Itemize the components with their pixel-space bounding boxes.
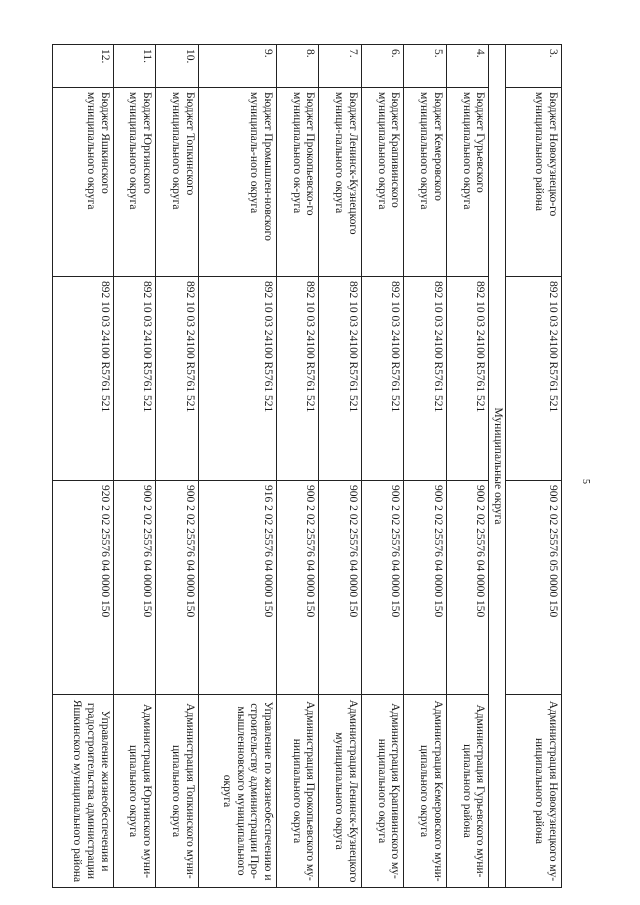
table-row (319, 45, 362, 888)
expense-code: 892 10 03 24100 R5761 521 (361, 277, 404, 481)
expense-code: 892 10 03 24100 R5761 521 (198, 277, 276, 481)
administrator: Администрация Кемеровского муни-ципального округа (404, 695, 447, 888)
administrator: Управление по жизнеобеспечению и строительству администрации Про-мышленновского муниципального округа (198, 695, 276, 888)
administrator: Администрация Юргинского муни-ципального округа (113, 695, 156, 888)
revenue-code: 900 2 02 25576 04 0000 150 (446, 481, 489, 695)
budget-table (52, 44, 562, 888)
section-row (489, 45, 506, 888)
revenue-code: 900 2 02 25576 04 0000 150 (156, 481, 199, 695)
row-number: 8. (276, 45, 319, 88)
budget-name: Бюджет Промышлен-новского муниципаль-ного округа (198, 88, 276, 277)
table-row (156, 45, 199, 888)
row-number: 10. (156, 45, 199, 88)
administrator: Администрация Ленинск-Кузнецкого муниципального округа (319, 695, 362, 888)
revenue-code: 900 2 02 25576 04 0000 150 (404, 481, 447, 695)
row-number: 4. (446, 45, 489, 88)
administrator: Администрация Гурьевского муни-ципального района (446, 695, 489, 888)
administrator: Администрация Топкинского муни-ципального округа (156, 695, 199, 888)
rotated-table-container (52, 44, 562, 888)
expense-code: 892 10 03 24100 R5761 521 (319, 277, 362, 481)
budget-name: Бюджет Прокопьевско-го муниципального ок-руга (276, 88, 319, 277)
budget-name: Бюджет Юргинского муниципального округа (113, 88, 156, 277)
budget-name: Бюджет Топкинского муниципального округа (156, 88, 199, 277)
administrator: Администрация Крапивинского му-ниципального округа (361, 695, 404, 888)
budget-name: Бюджет Гурьевского муниципального округа (446, 88, 489, 277)
expense-code: 892 10 03 24100 R5761 521 (276, 277, 319, 481)
revenue-code: 900 2 02 25576 04 0000 150 (113, 481, 156, 695)
revenue-code: 900 2 02 25576 04 0000 150 (319, 481, 362, 695)
revenue-code: 916 2 02 25576 04 0000 150 (198, 481, 276, 695)
expense-code: 892 10 03 24100 R5761 521 (53, 277, 114, 481)
row-number: 5. (404, 45, 447, 88)
table-row (198, 45, 276, 888)
expense-code: 892 10 03 24100 R5761 521 (404, 277, 447, 481)
expense-code: 892 10 03 24100 R5761 521 (113, 277, 156, 481)
budget-name: Бюджет Крапивинского муниципального округа (361, 88, 404, 277)
section-title: Муниципальные округа (489, 45, 506, 888)
revenue-code: 900 2 02 25576 04 0000 150 (361, 481, 404, 695)
table-row (113, 45, 156, 888)
budget-name: Бюджет Ленинск-Кузнецкого муници-пального округа (319, 88, 362, 277)
revenue-code: 900 2 02 25576 05 0000 150 (506, 481, 562, 695)
expense-code: 892 10 03 24100 R5761 521 (506, 277, 562, 481)
revenue-code: 920 2 02 25576 04 0000 150 (53, 481, 114, 695)
row-number: 6. (361, 45, 404, 88)
revenue-code: 900 2 02 25576 04 0000 150 (276, 481, 319, 695)
table-row (53, 45, 114, 888)
budget-name: Бюджет Кемеровского муниципального округа (404, 88, 447, 277)
table-row (506, 45, 562, 888)
administrator: Администрация Новокузнецкого му-ниципального района (506, 695, 562, 888)
table-row (276, 45, 319, 888)
row-number: 3. (506, 45, 562, 88)
table-row (361, 45, 404, 888)
budget-name: Бюджет Яшкинского муниципального округа (53, 88, 114, 277)
expense-code: 892 10 03 24100 R5761 521 (446, 277, 489, 481)
expense-code: 892 10 03 24100 R5761 521 (156, 277, 199, 481)
administrator: Управление жизнеобеспечения и градостроительства администрации Яшкинского муниципального района (53, 695, 114, 888)
administrator: Администрация Прокопьевского му-ниципального округа (276, 695, 319, 888)
page-number: 5 (580, 479, 591, 484)
table-row (446, 45, 489, 888)
row-number: 9. (198, 45, 276, 88)
row-number: 7. (319, 45, 362, 88)
budget-name: Бюджет Новокузнецко-го муниципального района (506, 88, 562, 277)
table-row (404, 45, 447, 888)
row-number: 12. (53, 45, 114, 88)
row-number: 11. (113, 45, 156, 88)
